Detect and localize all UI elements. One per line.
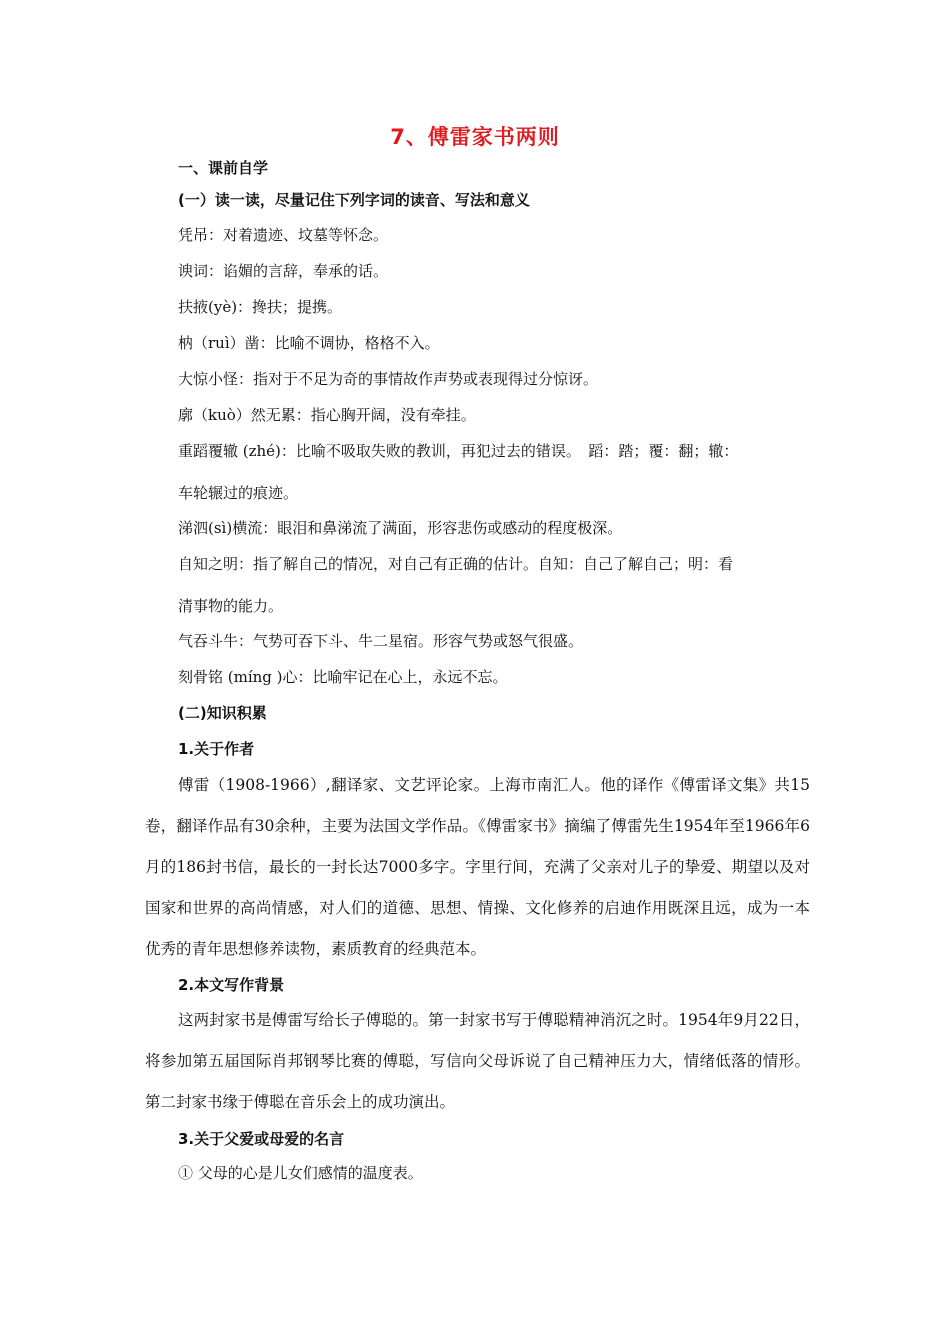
section-heading: 一、课前自学 [178,159,269,177]
item-heading-author: 1.关于作者 [178,740,255,758]
vocab-line: 大惊小怪：指对于不足为奇的事情故作声势或表现得过分惊讶。 [178,370,599,388]
vocab-line: 廓（kuò）然无累：指心胸开阔，没有牵挂。 [178,406,476,424]
vocab-line: 扶掖(yè)：搀扶；提携。 [178,298,343,316]
quote-line: ① 父母的心是儿女们感情的温度表。 [178,1164,423,1182]
vocab-line: 刻骨铭 (míng )心：比喻牢记在心上，永远不忘。 [178,668,508,686]
vocab-line: 清事物的能力。 [178,597,284,615]
vocab-line: 涕泗(sì)横流：眼泪和鼻涕流了满面，形容悲伤或感动的程度极深。 [178,519,623,537]
subsection-heading-knowledge: (二)知识积累 [178,704,267,722]
document-title: 7、傅雷家书两则 [390,125,560,149]
item-heading-quotes: 3.关于父爱或母爱的名言 [178,1130,345,1148]
vocab-line: 车轮辗过的痕迹。 [178,484,299,502]
vocab-line: 自知之明：指了解自己的情况，对自己有正确的估计。自知：自己了解自己；明：看 [178,555,734,573]
item-heading-background: 2.本文写作背景 [178,976,285,994]
vocab-line: 气吞斗牛：气势可吞下斗、牛二星宿。形容气势或怒气很盛。 [178,632,584,650]
vocab-line: 凭吊：对着遗迹、坟墓等怀念。 [178,226,389,244]
background-paragraph: 这两封家书是傅雷写给长子傅聪的。第一封家书写于傅聪精神消沉之时。1954年9月22日，将参加第五届国际肖邦钢琴比赛的傅聪，写信向父母诉说了自己精神压力大，情绪低落的情形。第二封家书缘于傅聪在音乐会上的成功演出。 [145,1011,810,1111]
vocab-line: 重蹈覆辙 (zhé)：比喻不吸取失败的教训，再犯过去的错误。 蹈：踏；覆：翻；辙： [178,442,739,460]
author-paragraph: 傅雷（1908-1966）,翻译家、文艺评论家。上海市南汇人。他的译作《傅雷译文集》共15卷，翻译作品有30余种，主要为法国文学作品。《傅雷家书》摘编了傅雷先生1954年至1966年6月的186封书信，最长的一封长达7000多字。字里行间，充满了父亲对儿子的挚爱、期望以及对国家和世界的高尚情感，对人们的道德、思想、情操、文化修养的启迪作用既深且远，成为一本优秀的青年思想修养读物，素质教育的经典范本。 [145,776,810,958]
subsection-heading-vocab: (一）读一读，尽量记住下列字词的读音、写法和意义 [178,191,530,209]
vocab-line: 枘（ruì）凿：比喻不调协，格格不入。 [178,334,440,352]
vocab-line: 谀词：谄媚的言辞，奉承的话。 [178,262,389,280]
